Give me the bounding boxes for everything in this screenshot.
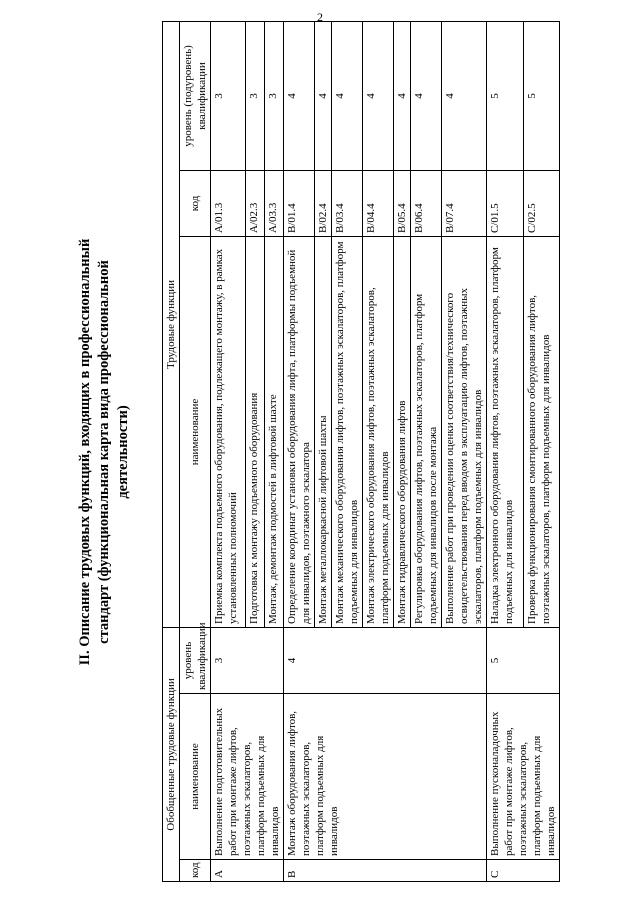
header-name: наименование <box>180 694 211 860</box>
header-labor-functions: Трудовые функции <box>163 21 180 627</box>
title-line: II. Описание трудовых функций, входящих в профессиональный <box>76 238 93 666</box>
function-code: A/03.3 <box>264 170 283 236</box>
header-function-code: код <box>180 170 211 236</box>
group-level: 3 <box>211 627 284 693</box>
table-row <box>487 21 524 881</box>
header-generalized-functions: Обобщенные трудовые функции <box>163 627 180 881</box>
function-level: 4 <box>442 21 487 170</box>
function-code: B/05.4 <box>394 170 411 236</box>
function-level: 3 <box>211 21 246 170</box>
function-code: B/07.4 <box>442 170 487 236</box>
function-level: 4 <box>284 21 315 170</box>
functional-map-table <box>162 21 560 882</box>
table-header-row <box>163 21 180 881</box>
page-number: 2 <box>317 10 323 24</box>
group-code: A <box>211 860 284 882</box>
function-level: 4 <box>332 21 363 170</box>
section-title <box>48 22 160 882</box>
function-level: 5 <box>523 21 560 170</box>
group-code: C <box>487 860 560 882</box>
title-line: стандарт (функциональная карта вида профессиональной <box>95 260 112 644</box>
function-name: Регулировка оборудования лифтов, поэтажных эскалаторов, платформ подъемных для инвалидов после монтажа <box>411 236 442 627</box>
function-name: Определение координат установки оборудования лифта, платформы подъемной для инвалидов, поэтажного эскалатора <box>284 236 315 627</box>
function-name: Подготовка к монтажу подъемного оборудования <box>245 236 264 627</box>
function-code: B/01.4 <box>284 170 315 236</box>
function-code: B/03.4 <box>332 170 363 236</box>
header-function-name: наименование <box>180 236 211 627</box>
group-code: B <box>284 860 487 882</box>
header-level: уровень квалификации <box>180 627 211 693</box>
function-level: 3 <box>245 21 264 170</box>
function-code: C/01.5 <box>487 170 524 236</box>
table-row <box>211 21 246 881</box>
function-level: 5 <box>487 21 524 170</box>
function-name: Монтаж, демонтаж подмостей в лифтовой шахте <box>264 236 283 627</box>
group-name: Монтаж оборудования лифтов, поэтажных эскалаторов, платформ подъемных для инвалидов <box>284 694 487 860</box>
table-header-row <box>180 21 211 881</box>
function-name: Проверка функционирования смонтированного оборудования лифтов, поэтажных эскалаторов, платформ подъемных для инвалидов <box>523 236 560 627</box>
function-code: B/06.4 <box>411 170 442 236</box>
function-name: Монтаж металлокаркасной лифтовой шахты <box>315 236 332 627</box>
function-level: 4 <box>315 21 332 170</box>
function-code: B/02.4 <box>315 170 332 236</box>
function-name: Монтаж электрического оборудования лифтов, поэтажных эскалаторов, платформ подъемных для инвалидов <box>363 236 394 627</box>
group-level: 4 <box>284 627 487 693</box>
table-row <box>284 21 315 881</box>
function-code: C/02.5 <box>523 170 560 236</box>
function-level: 3 <box>264 21 283 170</box>
header-sublevel: уровень (подуровень) квалификации <box>180 21 211 170</box>
rotated-page-content <box>48 22 588 882</box>
function-level: 4 <box>363 21 394 170</box>
function-name: Наладка электронного оборудования лифтов, поэтажных эскалаторов, платформ подъемных для инвалидов <box>487 236 524 627</box>
title-line: деятельности) <box>114 405 131 499</box>
group-level: 5 <box>487 627 560 693</box>
function-name: Приемка комплекта подъемного оборудования, подлежащего монтажу, в рамках установленных полномочий <box>211 236 246 627</box>
header-code: код <box>180 860 211 882</box>
group-name: Выполнение подготовительных работ при монтаже лифтов, поэтажных эскалаторов, платформ подъемных для инвалидов <box>211 694 284 860</box>
function-level: 4 <box>411 21 442 170</box>
function-code: A/01.3 <box>211 170 246 236</box>
function-code: B/04.4 <box>363 170 394 236</box>
function-name: Монтаж механического оборудования лифтов, поэтажных эскалаторов, платформ подъемных для инвалидов <box>332 236 363 627</box>
function-code: A/02.3 <box>245 170 264 236</box>
function-name: Выполнение работ при проведении оценки соответствия/технического освидетельствования перед вводом в эксплуатацию лифтов, поэтажных эскалаторов, платформ подъемных для инвалидов <box>442 236 487 627</box>
function-level: 4 <box>394 21 411 170</box>
function-name: Монтаж гидравлического оборудования лифтов <box>394 236 411 627</box>
group-name: Выполнение пусконаладочных работ при монтаже лифтов, поэтажных эскалаторов, платформ подъемных для инвалидов <box>487 694 560 860</box>
